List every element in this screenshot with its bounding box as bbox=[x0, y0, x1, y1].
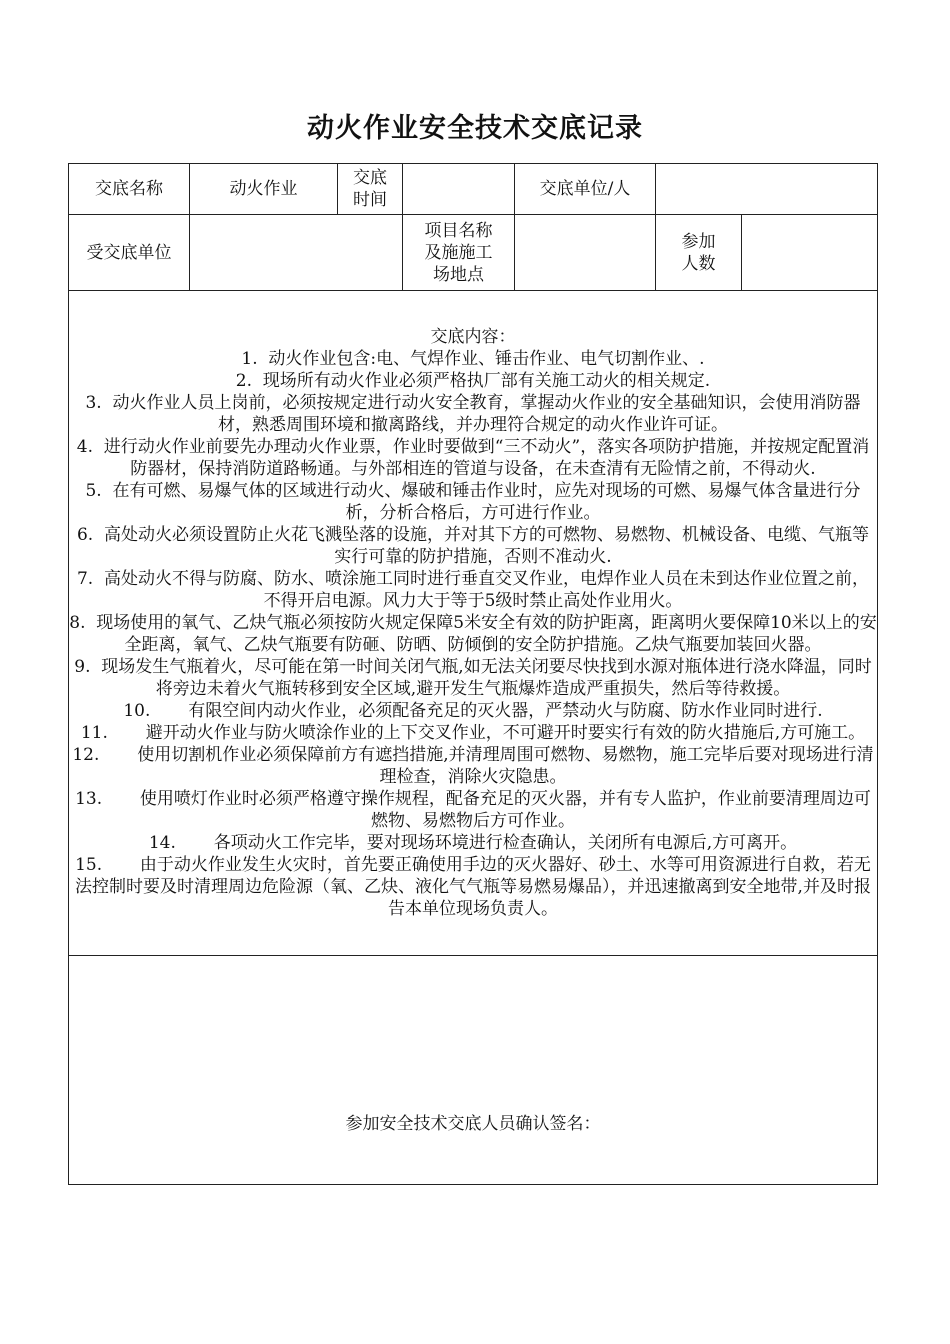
content-item: 14. 各项动火工作完毕，要对现场环境进行检查确认，关闭所有电源后,方可离开。 bbox=[148, 833, 798, 853]
signature-label: 参加安全技术交底人员确认签名： bbox=[345, 1114, 601, 1134]
content-item: 3. 动火作业人员上岗前，必须按规定进行动火安全教育，掌握动火作业的安全基础知识，会使用消防器材，熟悉周围环境和撤离路线，并办理符合规定的动火作业许可证。 bbox=[85, 393, 861, 435]
signature-area[interactable] bbox=[69, 956, 878, 1185]
signature-row bbox=[69, 956, 878, 1185]
form-row-1 bbox=[69, 164, 878, 215]
project-location-value[interactable] bbox=[515, 215, 656, 291]
content-item: 12. 使用切割机作业必须保障前方有遮挡措施,并清理周围可燃物、易燃物，施工完毕后要对现场进行清理检查，消除火灾隐患。 bbox=[72, 745, 874, 787]
disclosure-time-label: 交底时间 bbox=[338, 164, 403, 215]
content-item: 4. 进行动火作业前要先办理动火作业票，作业时要做到“三不动火”，落实各项防护措施，并按规定配置消防器材，保持消防道路畅通。与外部相连的管道与设备，在未查清有无险情之前，不得动火. bbox=[76, 437, 870, 479]
content-item: 9. 现场发生气瓶着火，尽可能在第一时间关闭气瓶,如无法关闭要尽快找到水源对瓶体进行浇水降温，同时将旁边未着火气瓶转移到安全区域,避开发生气瓶爆炸造成严重损失，然后等待救援。 bbox=[74, 657, 872, 699]
disclosure-content bbox=[69, 291, 878, 956]
disclosure-unit-label: 交底单位/人 bbox=[515, 164, 656, 215]
disclosure-name-value[interactable]: 动火作业 bbox=[190, 164, 338, 215]
content-item: 11. 避开动火作业与防火喷涂作业的上下交叉作业，不可避开时要实行有效的防火措施后,方可施工。 bbox=[80, 723, 866, 743]
content-item: 7. 高处动火不得与防腐、防水、喷涂施工同时进行垂直交叉作业，电焊作业人员在未到达作业位置之前，不得开启电源。风力大于等于5级时禁止高处作业用火。 bbox=[76, 569, 870, 611]
document-title: 动火作业安全技术交底记录 bbox=[307, 113, 643, 144]
disclosure-time-value[interactable] bbox=[403, 164, 515, 215]
participants-value[interactable] bbox=[742, 215, 878, 291]
receiving-unit-value[interactable] bbox=[190, 215, 403, 291]
content-heading: 交底内容： bbox=[430, 327, 516, 347]
disclosure-form-table bbox=[68, 163, 878, 1185]
content-item: 15. 由于动火作业发生火灾时，首先要正确使用手边的灭火器好、砂土、水等可用资源进行自救，若无法控制时要及时清理周边危险源（氧、乙炔、液化气气瓶等易燃易爆品），并迅速撤离到安全地带,并及时报告本单位现场负责人。 bbox=[75, 855, 871, 919]
content-item: 13. 使用喷灯作业时必须严格遵守操作规程，配备充足的灭火器，并有专人监护，作业前要清理周边可燃物、易燃物后方可作业。 bbox=[75, 789, 871, 831]
content-item: 8. 现场使用的氧气、乙炔气瓶必须按防火规定保障5米安全有效的防护距离，距离明火要保障10米以上的安全距离，氧气、乙炔气瓶要有防砸、防晒、防倾倒的安全防护措施。乙炔气瓶要加装回火器。 bbox=[69, 613, 877, 655]
content-item: 6. 高处动火必须设置防止火花飞溅坠落的设施，并对其下方的可燃物、易燃物、机械设备、电缆、气瓶等实行可靠的防护措施，否则不准动火. bbox=[76, 525, 870, 567]
project-location-label: 项目名称及施施工场地点 bbox=[403, 215, 515, 291]
disclosure-name-label: 交底名称 bbox=[69, 164, 190, 215]
receiving-unit-label: 受交底单位 bbox=[69, 215, 190, 291]
form-row-2 bbox=[69, 215, 878, 291]
content-item: 1. 动火作业包含:电、气焊作业、锤击作业、电气切割作业、. bbox=[241, 349, 705, 369]
content-row bbox=[69, 291, 878, 956]
content-item: 5. 在有可燃、易爆气体的区域进行动火、爆破和锤击作业时，应先对现场的可燃、易爆气体含量进行分析，分析合格后，方可进行作业。 bbox=[85, 481, 861, 523]
participants-label: 参加人数 bbox=[656, 215, 742, 291]
content-item: 10. 有限空间内动火作业，必须配备充足的灭火器，严禁动火与防腐、防水作业同时进行. bbox=[123, 701, 823, 721]
disclosure-unit-value[interactable] bbox=[656, 164, 878, 215]
content-item: 2. 现场所有动火作业必须严格执厂部有关施工动火的相关规定. bbox=[235, 371, 711, 391]
